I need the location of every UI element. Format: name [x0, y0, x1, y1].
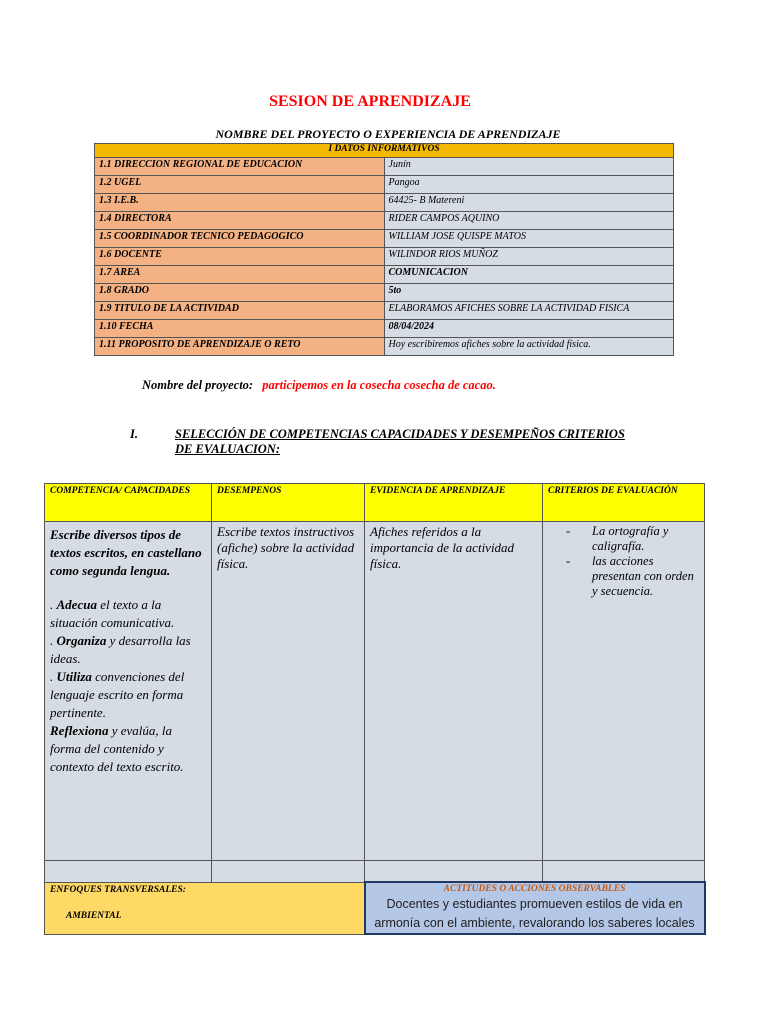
- section-title: SELECCIÓN DE COMPETENCIAS CAPACIDADES Y DESEMPEÑOS CRITERIOS DE EVALUACION:: [175, 427, 625, 456]
- info-label: 1.8 GRADO: [95, 284, 385, 302]
- col-header-desempenos: DESEMPENOS: [212, 484, 365, 522]
- transversal-label: ENFOQUES TRANSVERSALES:: [50, 884, 186, 895]
- info-row: [95, 338, 674, 356]
- capacity-item: . Adecua el texto a la situación comunicativa.: [50, 597, 175, 630]
- col-header-criterios: CRITERIOS DE EVALUACIÓN: [543, 484, 705, 522]
- info-value: 64425- B Matereni: [384, 194, 674, 212]
- empty-cell: [365, 861, 543, 883]
- section-number: I.: [130, 427, 138, 441]
- actions-text: Docentes y estudiantes promueven estilos de vida en armonía con el ambiente, revalorando los saberes locales: [374, 897, 695, 930]
- criteria-item: - La ortografía y caligrafía.: [566, 524, 699, 554]
- info-label: 1.1 DIRECCION REGIONAL DE EDUCACION: [95, 158, 385, 176]
- info-row: [95, 194, 674, 212]
- info-value: WILINDOR RIOS MUÑOZ: [384, 248, 674, 266]
- info-value: COMUNICACION: [384, 266, 674, 284]
- info-row: [95, 230, 674, 248]
- actions-header: ACTITUDES O ACCIONES OBSERVABLES: [443, 884, 626, 894]
- transversal-cell: [45, 882, 365, 934]
- info-value: WILLIAM JOSE QUISPE MATOS: [384, 230, 674, 248]
- project-name-value: participemos en la cosecha cosecha de cacao.: [262, 378, 496, 392]
- info-label: 1.7 AREA: [95, 266, 385, 284]
- performance-cell: [212, 522, 365, 861]
- criteria-cell: [543, 522, 705, 861]
- col-header-evidencia: EVIDENCIA DE APRENDIZAJE: [365, 484, 543, 522]
- competency-cell: [45, 522, 212, 861]
- transversal-value: AMBIENTAL: [66, 910, 122, 921]
- info-label: 1.6 DOCENTE: [95, 248, 385, 266]
- capacity-item: Reflexiona y evalúa, la forma del contenido y contexto del texto escrito.: [50, 723, 184, 774]
- empty-cell: [45, 861, 212, 883]
- evidence-text: Afiches referidos a la importancia de la actividad física.: [370, 524, 515, 571]
- empty-cell: [543, 861, 705, 883]
- capacity-item: . Utiliza convenciones del lenguaje escrito en forma pertinente.: [50, 669, 185, 720]
- evidence-cell: [365, 522, 543, 861]
- project-heading: NOMBRE DEL PROYECTO O EXPERIENCIA DE APRENDIZAJE: [215, 127, 561, 141]
- info-row: [95, 248, 674, 266]
- info-value: 5to: [384, 284, 674, 302]
- info-row: [95, 320, 674, 338]
- info-value: Hoy escribiremos afiches sobre la actividad física.: [384, 338, 674, 356]
- competencies-table: [44, 483, 706, 935]
- info-value: 08/04/2024: [384, 320, 674, 338]
- info-label: 1.4 DIRECTORA: [95, 212, 385, 230]
- info-row: [95, 176, 674, 194]
- capacity-item: . Organiza y desarrolla las ideas.: [50, 633, 191, 666]
- info-row: [95, 212, 674, 230]
- info-row: [95, 284, 674, 302]
- info-label: 1.2 UGEL: [95, 176, 385, 194]
- capacities-list: [50, 596, 206, 776]
- info-label: 1.10 FECHA: [95, 320, 385, 338]
- col-header-competencia: COMPETENCIA/ CAPACIDADES: [45, 484, 212, 522]
- info-row: [95, 266, 674, 284]
- performance-text: Escribe textos instructivos (afiche) sobre la actividad física.: [217, 524, 355, 571]
- competency-text: Escribe diversos tipos de textos escritos, en castellano como segunda lengua.: [50, 527, 202, 578]
- project-name-line: [142, 378, 496, 393]
- info-row: [95, 158, 674, 176]
- info-label: 1.11 PROPOSITO DE APRENDIZAJE O RETO: [95, 338, 385, 356]
- info-value: RIDER CAMPOS AQUINO: [384, 212, 674, 230]
- criteria-list: [548, 524, 699, 599]
- info-value: Pangoa: [384, 176, 674, 194]
- project-name-label: Nombre del proyecto:: [142, 378, 254, 392]
- info-label: 1.9 TITULO DE LA ACTIVIDAD: [95, 302, 385, 320]
- actions-cell: [365, 882, 705, 934]
- page-title: SESION DE APRENDIZAJE: [269, 93, 471, 110]
- info-row: [95, 302, 674, 320]
- criteria-item: - las acciones presentan con orden y secuencia.: [566, 554, 699, 599]
- info-value: Junín: [384, 158, 674, 176]
- info-table: [94, 143, 674, 356]
- info-label: 1.3 I.E.B.: [95, 194, 385, 212]
- info-value: ELABORAMOS AFICHES SOBRE LA ACTIVIDAD FISICA: [384, 302, 674, 320]
- empty-cell: [212, 861, 365, 883]
- info-table-header: I DATOS INFORMATIVOS: [95, 144, 674, 158]
- info-label: 1.5 COORDINADOR TECNICO PEDAGOGICO: [95, 230, 385, 248]
